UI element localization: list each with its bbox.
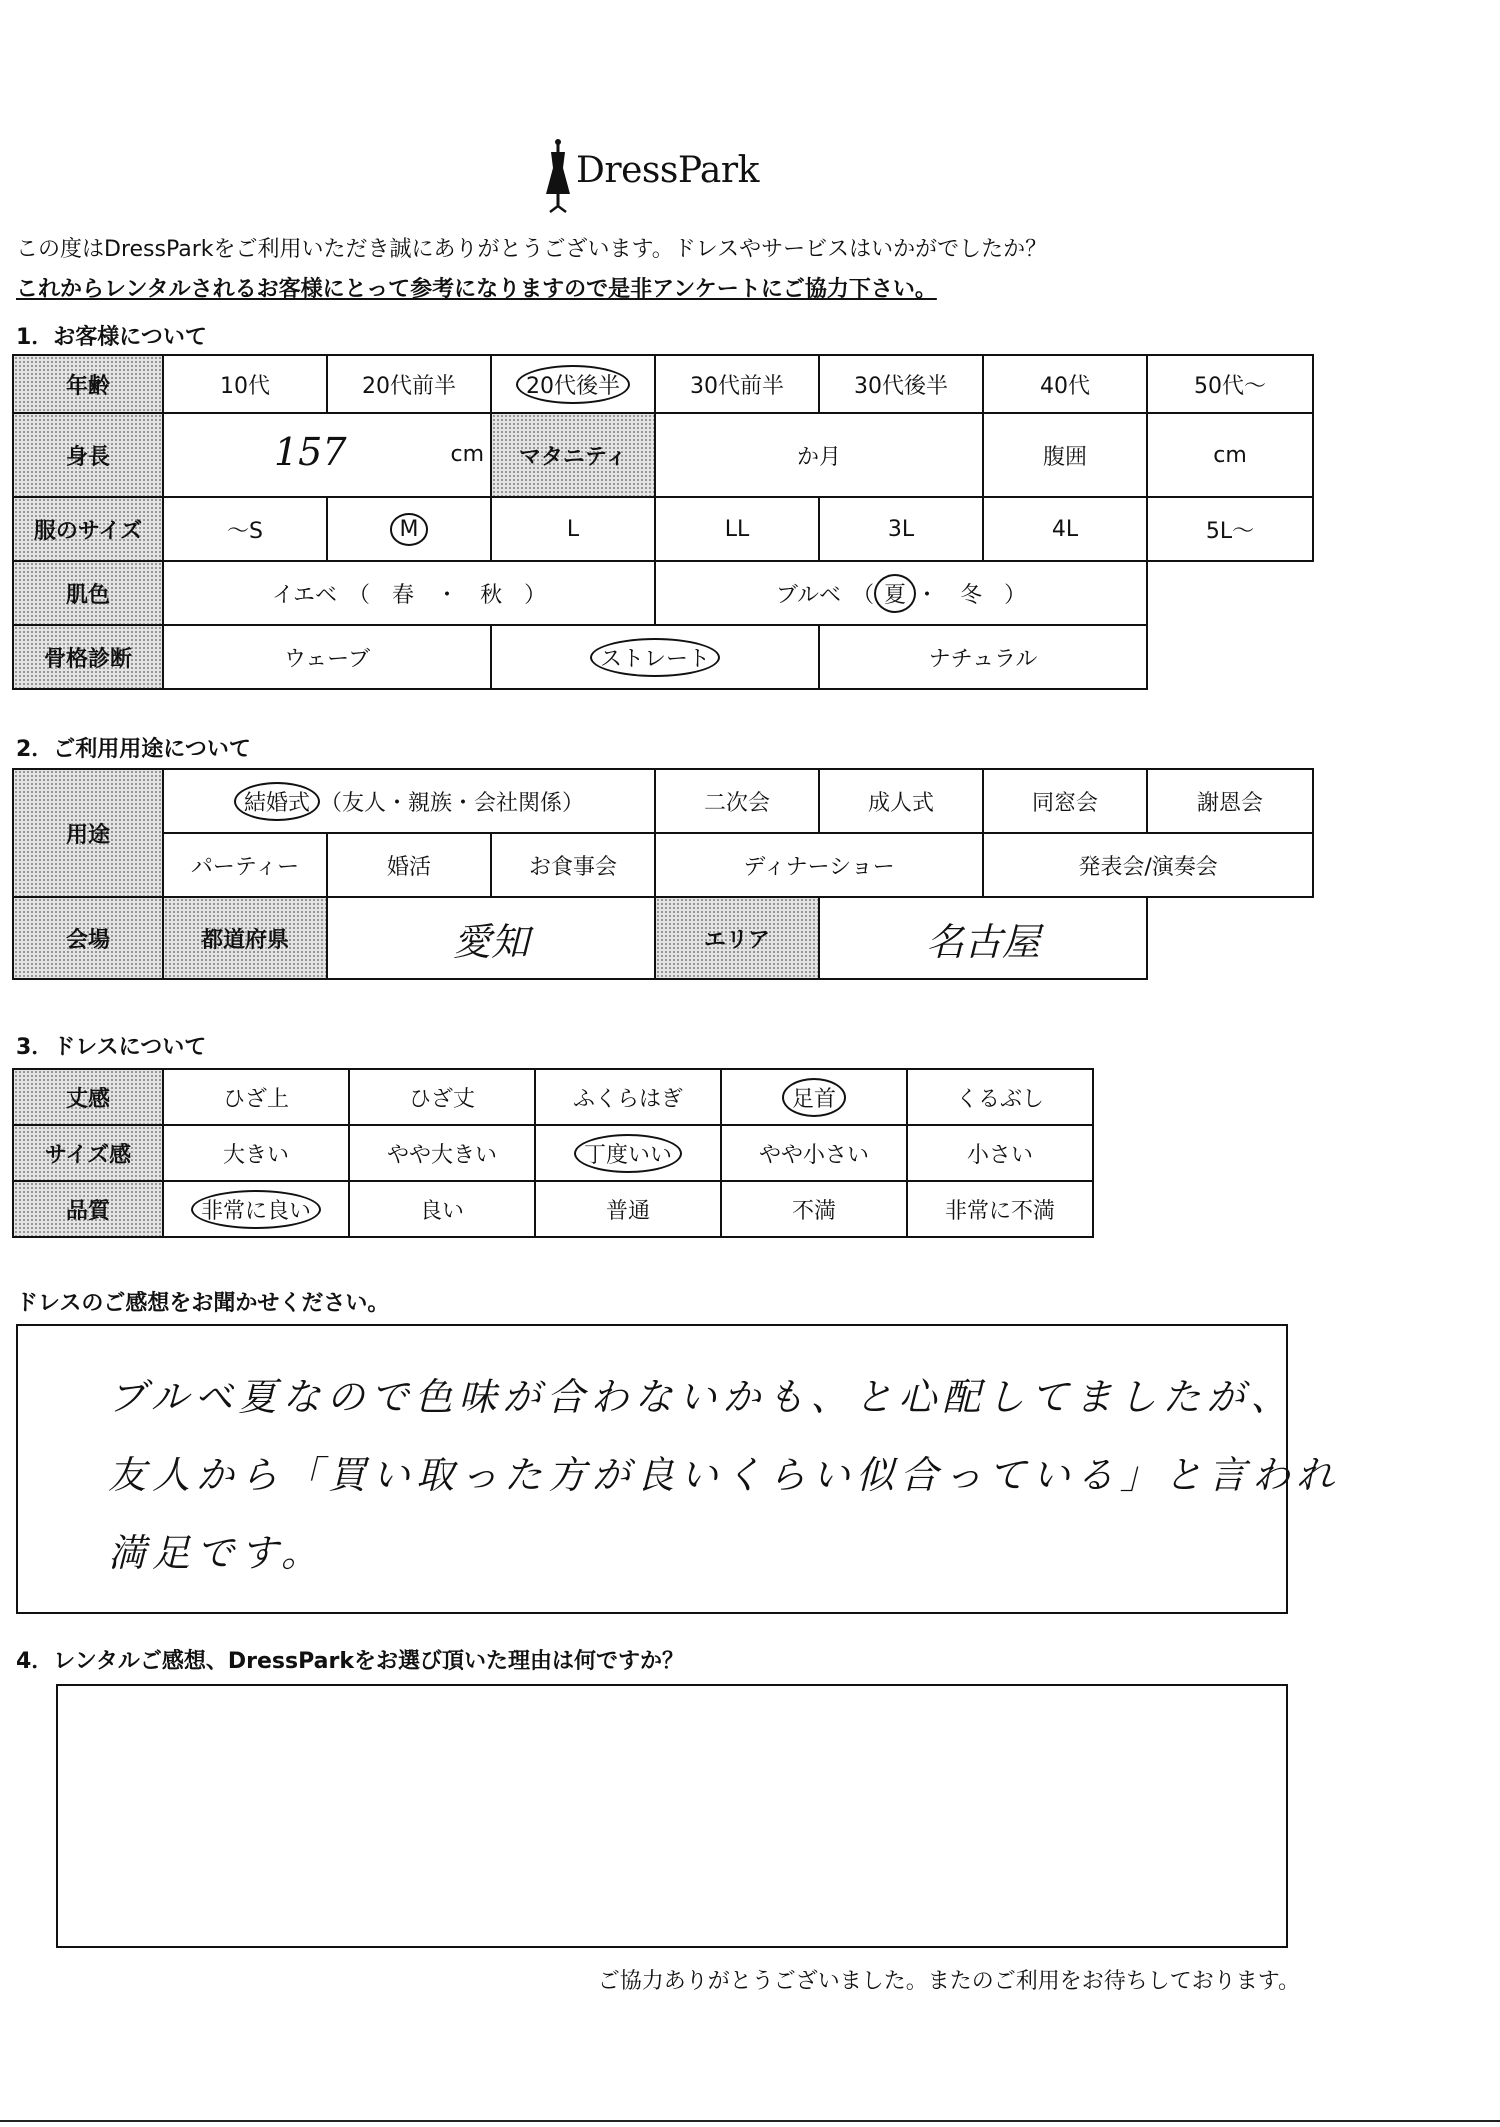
age-option[interactable]: 30代前半 [655, 355, 819, 413]
frame-option[interactable]: ナチュラル [819, 625, 1147, 689]
prefecture-field[interactable] [327, 897, 655, 979]
purpose-option[interactable]: 発表会/演奏会 [983, 833, 1313, 897]
wedding-option-selected[interactable]: 結婚式 （友人・親族・会社関係） [163, 769, 655, 833]
purpose-option[interactable]: ディナーショー [655, 833, 983, 897]
frame-option[interactable]: ウェーブ [163, 625, 491, 689]
purpose-option[interactable]: パーティー [163, 833, 327, 897]
skin-blue-option[interactable]: ブルベ （ 夏 ・ 冬 ） [655, 561, 1147, 625]
age-option-selected[interactable] [491, 355, 655, 413]
size-option[interactable]: LL [655, 497, 819, 561]
waist-field[interactable] [1147, 413, 1313, 497]
frame-label: 骨格診断 [13, 625, 163, 689]
age-option[interactable]: 50代～ [1147, 355, 1313, 413]
maternity-label: マタニティ [491, 413, 655, 497]
size-option[interactable]: 3L [819, 497, 983, 561]
age-option[interactable]: 30代後半 [819, 355, 983, 413]
height-row [13, 413, 1313, 497]
footer-thanks: ご協力ありがとうございました。またのご利用をお待ちしております。 [597, 1969, 1300, 1994]
intro-line-2: これからレンタルされるお客様にとって参考になりますので是非アンケートにご協力下さい。 [16, 277, 937, 302]
purpose-option[interactable]: 二次会 [655, 769, 819, 833]
quality-option[interactable]: 普通 [535, 1181, 721, 1237]
age-row [13, 355, 1313, 413]
section1-title: 1．お客様について [16, 325, 207, 350]
fit-option[interactable]: 小さい [907, 1125, 1093, 1181]
quality-option[interactable]: 不満 [721, 1181, 907, 1237]
area-label: エリア [655, 897, 819, 979]
age-label: 年齢 [13, 355, 163, 413]
wedding-detail: 友人・親族・会社関係 [342, 790, 563, 816]
selection-circle: 20代後半 [516, 365, 630, 404]
height-value: 157 [274, 430, 347, 474]
dress-table [12, 1068, 1094, 1238]
section4-title: 4．レンタルご感想、DressParkをお選び頂いた理由は何ですか？ [16, 1649, 684, 1674]
yellow-base-label: イエベ [271, 582, 338, 608]
length-option[interactable]: くるぶし [907, 1069, 1093, 1125]
purpose-row-2 [13, 833, 1313, 897]
skin-row [13, 561, 1313, 625]
selection-circle: 丁度いい [574, 1134, 682, 1173]
height-unit: cm [450, 442, 484, 467]
size-option-selected[interactable] [327, 497, 491, 561]
size-option[interactable]: 5L～ [1147, 497, 1313, 561]
comment-prompt: ドレスのご感想をお聞かせください。 [16, 1291, 390, 1316]
blue-base-label: ブルベ [775, 582, 842, 608]
selection-circle: ストレート [590, 638, 720, 677]
intro-line-1: この度はDressParkをご利用いただき誠にありがとうございます。ドレスやサービスはいかがでしたか？ [16, 237, 1048, 262]
selection-circle: 結婚式 [234, 782, 320, 821]
section2-title: 2．ご利用用途について [16, 737, 251, 762]
comment-line-1: ブルベ夏なので色味が合わないかも、と心配してましたが、 [108, 1375, 1295, 1419]
length-option[interactable]: ひざ丈 [349, 1069, 535, 1125]
purpose-row-1 [13, 769, 1313, 833]
area-field[interactable] [819, 897, 1147, 979]
purpose-label: 用途 [13, 769, 163, 897]
purpose-option[interactable]: 謝恩会 [1147, 769, 1313, 833]
dress-comment-box[interactable] [16, 1324, 1341, 1614]
prefecture-value: 愛知 [453, 919, 530, 964]
months-unit: か月 [796, 444, 841, 470]
season-summer-selected: 夏 [874, 574, 916, 613]
skin-yellow-option[interactable]: イエベ （ 春 ・ 秋 ） [163, 561, 655, 625]
purpose-option[interactable]: お食事会 [491, 833, 655, 897]
quality-option[interactable]: 良い [349, 1181, 535, 1237]
size-option[interactable]: ～S [163, 497, 327, 561]
purpose-option[interactable]: 同窓会 [983, 769, 1147, 833]
quality-option-selected[interactable] [163, 1181, 349, 1237]
bottom-edge-line [0, 2120, 1500, 2122]
frame-row [13, 625, 1313, 689]
size-option[interactable]: 4L [983, 497, 1147, 561]
frame-option-selected[interactable] [491, 625, 819, 689]
height-field[interactable] [163, 413, 491, 497]
selection-circle: 足首 [782, 1078, 846, 1117]
customer-table [12, 354, 1314, 690]
waist-label: 腹囲 [983, 413, 1147, 497]
quality-label: 品質 [13, 1181, 163, 1237]
fit-option[interactable]: やや小さい [721, 1125, 907, 1181]
selection-circle: 非常に良い [191, 1190, 321, 1229]
comment-line-3: 満足です。 [108, 1531, 325, 1575]
purpose-option[interactable]: 婚活 [327, 833, 491, 897]
height-label: 身長 [13, 413, 163, 497]
venue-row [13, 897, 1313, 979]
prefecture-label: 都道府県 [163, 897, 327, 979]
fit-option[interactable]: 大きい [163, 1125, 349, 1181]
venue-label: 会場 [13, 897, 163, 979]
dresspark-logo [540, 128, 770, 216]
season-autumn: 秋 [480, 582, 503, 608]
selection-circle: M [390, 513, 429, 546]
empty-cell [1147, 897, 1313, 979]
fit-row [13, 1125, 1093, 1181]
empty-cell [1147, 625, 1313, 689]
length-option[interactable]: ひざ上 [163, 1069, 349, 1125]
section3-title: 3．ドレスについて [16, 1035, 207, 1060]
season-winter: 冬 [960, 582, 983, 608]
quality-option[interactable]: 非常に不満 [907, 1181, 1093, 1237]
logo-wordmark: DressPark [576, 150, 759, 191]
area-value: 名古屋 [926, 919, 1041, 964]
empty-cell [1147, 561, 1313, 625]
purpose-option[interactable]: 成人式 [819, 769, 983, 833]
age-option[interactable]: 40代 [983, 355, 1147, 413]
size-label: 服のサイズ [13, 497, 163, 561]
fit-label: サイズ感 [13, 1125, 163, 1181]
quality-row [13, 1181, 1093, 1237]
reason-answer-box[interactable] [56, 1684, 1288, 1948]
length-option-selected[interactable] [721, 1069, 907, 1125]
season-spring: 春 [392, 582, 415, 608]
fit-option-selected[interactable] [535, 1125, 721, 1181]
skin-label: 肌色 [13, 561, 163, 625]
length-option[interactable]: ふくらはぎ [535, 1069, 721, 1125]
length-label: 丈感 [13, 1069, 163, 1125]
age-option[interactable]: 20代前半 [327, 355, 491, 413]
fit-option[interactable]: やや大きい [349, 1125, 535, 1181]
maternity-months-field[interactable] [655, 413, 983, 497]
size-option[interactable]: L [491, 497, 655, 561]
length-row [13, 1069, 1093, 1125]
size-row [13, 497, 1313, 561]
dress-mannequin-icon [540, 128, 576, 216]
purpose-table [12, 768, 1314, 980]
waist-unit: cm [1213, 442, 1247, 468]
age-option[interactable]: 10代 [163, 355, 327, 413]
comment-line-2: 友人から「買い取った方が良いくらい似合っている」と言われ [108, 1453, 1341, 1497]
